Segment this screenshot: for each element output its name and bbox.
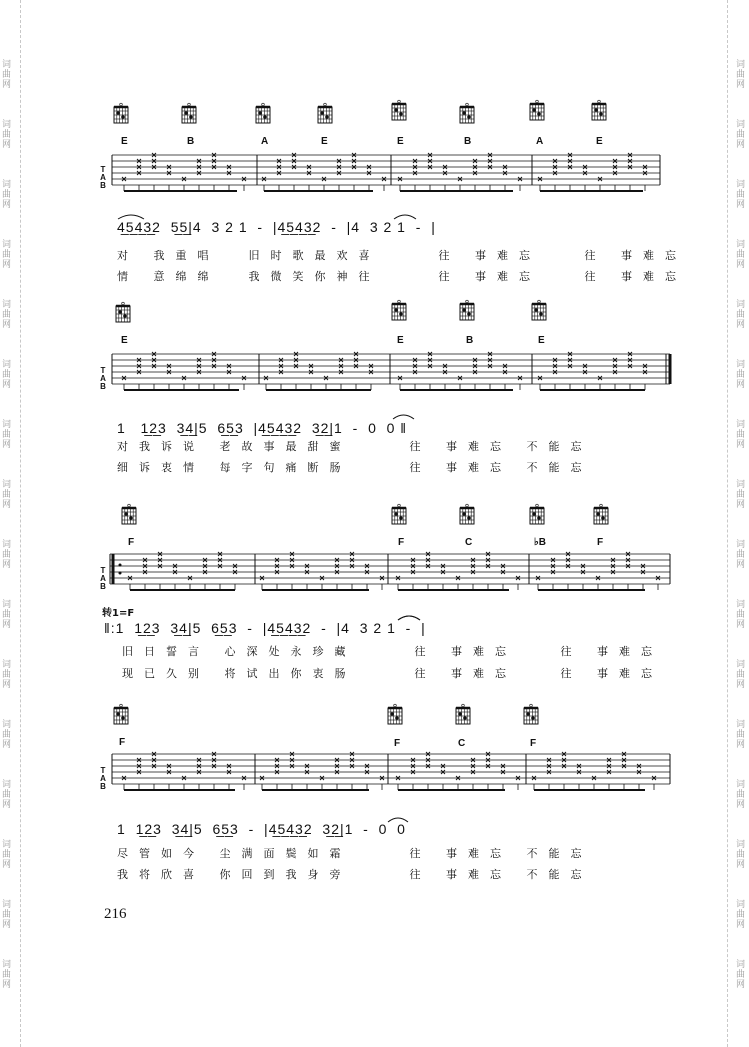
watermark-char: 词 <box>736 960 746 970</box>
watermark-char: 词 <box>736 480 746 490</box>
chord-diagram-open-string <box>398 100 401 103</box>
chord-diagram-dot <box>123 314 127 318</box>
watermark-char: 词 <box>736 180 746 190</box>
tab-clef-a: A <box>100 374 106 383</box>
repeat-dot <box>119 572 122 575</box>
chord-label: F <box>398 537 405 548</box>
watermark-char: 网 <box>2 320 12 330</box>
watermark-char: 网 <box>736 620 746 630</box>
watermark-char: 网 <box>736 500 746 510</box>
watermark-char: 曲 <box>736 970 746 980</box>
watermark-char: 曲 <box>2 850 12 860</box>
chord-label: F <box>530 738 537 749</box>
chord-diagram-dot <box>531 716 535 720</box>
watermark-char: 词 <box>736 660 746 670</box>
chord-diagram-open-string <box>324 103 327 106</box>
chord-diagram-dot <box>121 716 125 720</box>
watermark-char: 曲 <box>2 610 12 620</box>
chord-label: B <box>187 136 195 147</box>
tab-clef-b: B <box>100 181 106 190</box>
chord-diagram-open-string <box>120 704 123 707</box>
chord-diagram-dot <box>121 115 125 119</box>
chord-label: F <box>597 537 604 548</box>
watermark-char: 网 <box>736 980 746 990</box>
watermark-char: 词 <box>736 60 746 70</box>
tab-clef-b: B <box>100 782 106 791</box>
watermark-char: 曲 <box>736 130 746 140</box>
watermark-char: 词 <box>736 240 746 250</box>
chord-diagram-open-string <box>128 504 131 507</box>
chord-diagram-dot <box>390 712 394 716</box>
tab-clef-b: B <box>100 582 106 591</box>
watermark-char: 词 <box>2 900 12 910</box>
watermark-char: 词 <box>736 540 746 550</box>
watermark-char: 词 <box>736 360 746 370</box>
watermark-char: 曲 <box>2 670 12 680</box>
tab-clef-a: A <box>100 774 106 783</box>
watermark-char: 词 <box>2 600 12 610</box>
chord-diagram-dot <box>116 111 120 115</box>
watermark-char: 网 <box>2 200 12 210</box>
lyrics-verse-2: 我将欣喜 你回到我身旁 往 事难忘 不能忘 <box>117 868 593 881</box>
chord-diagram-dot <box>118 310 122 314</box>
watermark-char: 曲 <box>2 190 12 200</box>
watermark-char: 曲 <box>736 610 746 620</box>
lyrics-verse-2: 现已久别 将试出你衷肠 往 事难忘 往 事难忘 <box>122 667 663 680</box>
key-change-label: 转1=F <box>102 608 135 619</box>
watermark-char: 词 <box>736 900 746 910</box>
watermark-char: 词 <box>736 720 746 730</box>
chord-diagram-dot <box>458 712 462 716</box>
watermark-char: 曲 <box>2 490 12 500</box>
watermark-char: 词 <box>2 60 12 70</box>
watermark-char: 词 <box>2 780 12 790</box>
chord-label: C <box>458 738 466 749</box>
tab-clef-t: T <box>100 766 106 775</box>
watermark-char: 词 <box>736 120 746 130</box>
watermark-char: 曲 <box>736 850 746 860</box>
watermark-char: 网 <box>2 560 12 570</box>
watermark-char: 网 <box>2 260 12 270</box>
lyrics-verse-1: 对 我重唱 旧时歌最欢喜 往 事难忘 往 事难忘 <box>117 249 687 262</box>
chord-diagram-dot <box>395 716 399 720</box>
chord-diagram-open-string <box>262 103 265 106</box>
watermark-char: 词 <box>2 480 12 490</box>
lyrics-verse-2: 细诉衷情 每字句痛断肠 往 事难忘 不能忘 <box>117 461 593 474</box>
watermark-char: 词 <box>736 420 746 430</box>
chord-label: B <box>464 136 472 147</box>
lyrics-verse-1: 尽管如今 尘满面鬓如霜 往 事难忘 不能忘 <box>117 847 593 860</box>
watermark-char: 词 <box>2 120 12 130</box>
watermark-char: 曲 <box>736 430 746 440</box>
chord-label: E <box>321 136 328 147</box>
watermark-char: 网 <box>2 500 12 510</box>
watermark-char: 网 <box>736 380 746 390</box>
chord-diagram-dot <box>601 516 605 520</box>
chord-diagram-dot <box>532 108 536 112</box>
chord-diagram-dot <box>325 115 329 119</box>
watermark-char: 曲 <box>2 790 12 800</box>
chord-diagram-dot <box>539 312 543 316</box>
tab-clef-t: T <box>100 566 106 575</box>
watermark-char: 网 <box>736 680 746 690</box>
chord-diagram-dot <box>594 108 598 112</box>
watermark-char: 曲 <box>736 790 746 800</box>
watermark-char: 词 <box>2 360 12 370</box>
watermark-char: 曲 <box>2 370 12 380</box>
watermark-char: 词 <box>2 300 12 310</box>
chord-diagram-open-string <box>600 504 603 507</box>
lyrics-verse-1: 旧日誓言 心深处永珍藏 往 事难忘 往 事难忘 <box>122 645 663 658</box>
chord-diagram-open-string <box>398 504 401 507</box>
watermark-char: 网 <box>2 380 12 390</box>
chord-label: A <box>536 136 544 147</box>
chord-label: E <box>121 136 128 147</box>
chord-label: ♭B <box>534 537 546 548</box>
watermark-char: 词 <box>736 300 746 310</box>
watermark-char: 词 <box>2 840 12 850</box>
numbered-notation: 4̲5̲4̲3̲2 5̲5̲|4 3 2 1 - |4̲5̲4̲3̲2 - |4 3 2 1 - | <box>117 219 436 235</box>
watermark-char: 曲 <box>736 670 746 680</box>
chord-diagram-open-string <box>462 704 465 707</box>
chord-label: E <box>596 136 603 147</box>
watermark-char: 网 <box>2 860 12 870</box>
watermark-char: 网 <box>736 260 746 270</box>
chord-diagram-dot <box>462 512 466 516</box>
watermark-char: 曲 <box>736 910 746 920</box>
chord-diagram-dot <box>463 716 467 720</box>
chord-diagram-dot <box>129 516 133 520</box>
numbered-notation: 1 1̲2̲3 3̲4̲|5 6̲5̲3 - |4̲5̲4̲3̲2 3̲2̲|1 - 0 0 <box>117 821 406 837</box>
chord-label: E <box>121 335 128 346</box>
watermark-char: 词 <box>2 420 12 430</box>
chord-diagram-dot <box>263 115 267 119</box>
watermark-char: 网 <box>736 440 746 450</box>
watermark-char: 网 <box>736 200 746 210</box>
watermark-char: 曲 <box>2 310 12 320</box>
watermark-char: 网 <box>736 320 746 330</box>
watermark-char: 网 <box>736 80 746 90</box>
chord-diagram-open-string <box>598 100 601 103</box>
chord-diagram-dot <box>394 308 398 312</box>
watermark-char: 网 <box>2 440 12 450</box>
watermark-char: 曲 <box>736 70 746 80</box>
watermark-char: 网 <box>2 740 12 750</box>
watermark-char: 词 <box>2 960 12 970</box>
numbered-notation: 1 1̲2̲3 3̲4̲|5 6̲5̲3 |4̲5̲4̲3̲2 3̲2̲|1 - 0 0 ‖ <box>117 420 408 436</box>
watermark-char: 词 <box>2 720 12 730</box>
chord-diagram-dot <box>532 512 536 516</box>
chord-label: A <box>261 136 269 147</box>
chord-diagram-open-string <box>394 704 397 707</box>
chord-diagram-open-string <box>120 103 123 106</box>
watermark-char: 词 <box>2 660 12 670</box>
watermark-char: 词 <box>736 780 746 790</box>
tab-clef-a: A <box>100 574 106 583</box>
slur <box>393 415 414 419</box>
tab-clef-t: T <box>100 165 106 174</box>
watermark-char: 词 <box>2 180 12 190</box>
chord-label: B <box>466 335 474 346</box>
watermark-char: 网 <box>2 620 12 630</box>
chord-label: C <box>465 537 473 548</box>
chord-diagram-dot <box>462 308 466 312</box>
watermark-char: 网 <box>736 800 746 810</box>
chord-diagram-dot <box>116 712 120 716</box>
chord-diagram-dot <box>596 512 600 516</box>
tab-clef-b: B <box>100 382 106 391</box>
watermark-char: 词 <box>2 540 12 550</box>
watermark-char: 词 <box>736 840 746 850</box>
chord-diagram-open-string <box>466 300 469 303</box>
watermark-char: 网 <box>736 860 746 870</box>
chord-label: F <box>394 738 401 749</box>
watermark-char: 网 <box>2 980 12 990</box>
chord-diagram-dot <box>467 115 471 119</box>
page-number: 216 <box>104 906 127 922</box>
chord-diagram-dot <box>467 516 471 520</box>
watermark-char: 曲 <box>736 490 746 500</box>
chord-diagram-dot <box>399 112 403 116</box>
tab-clef-t: T <box>100 366 106 375</box>
watermark-char: 曲 <box>2 910 12 920</box>
repeat-dot <box>119 564 122 567</box>
tab-clef-a: A <box>100 173 106 182</box>
watermark-char: 词 <box>2 240 12 250</box>
chord-diagram-dot <box>537 112 541 116</box>
chord-diagram-open-string <box>188 103 191 106</box>
watermark-char: 网 <box>736 740 746 750</box>
watermark-char: 曲 <box>2 550 12 560</box>
chord-diagram-open-string <box>466 504 469 507</box>
chord-diagram-open-string <box>530 704 533 707</box>
lyrics-verse-2: 情 意绵绵 我微笑你神往 往 事难忘 往 事难忘 <box>117 270 687 283</box>
chord-diagram-dot <box>526 712 530 716</box>
chord-diagram-dot <box>467 312 471 316</box>
watermark-char: 网 <box>2 920 12 930</box>
watermark-char: 曲 <box>736 190 746 200</box>
watermark-char: 词 <box>736 600 746 610</box>
chord-diagram-dot <box>399 312 403 316</box>
watermark-char: 网 <box>736 920 746 930</box>
watermark-char: 曲 <box>736 370 746 380</box>
chord-diagram-dot <box>124 512 128 516</box>
watermark-char: 曲 <box>736 730 746 740</box>
watermark-char: 网 <box>736 140 746 150</box>
chord-label: F <box>128 537 135 548</box>
watermark-char: 网 <box>2 800 12 810</box>
chord-diagram-open-string <box>398 300 401 303</box>
chord-diagram-dot <box>258 111 262 115</box>
watermark-char: 曲 <box>2 970 12 980</box>
chord-diagram-dot <box>399 516 403 520</box>
chord-diagram-dot <box>184 111 188 115</box>
chord-diagram-open-string <box>122 302 125 305</box>
chord-diagram-open-string <box>536 504 539 507</box>
chord-label: E <box>538 335 545 346</box>
watermark-char: 曲 <box>2 70 12 80</box>
chord-diagram-dot <box>462 111 466 115</box>
watermark-char: 曲 <box>2 430 12 440</box>
watermark-char: 曲 <box>2 250 12 260</box>
numbered-notation: ‖:1 1̲2̲3 3̲4̲|5 6̲5̲3 - |4̲5̲4̲3̲2 - |4 3 2 1 - | <box>104 620 426 636</box>
watermark-char: 曲 <box>2 730 12 740</box>
chord-diagram-dot <box>394 512 398 516</box>
chord-diagram-dot <box>320 111 324 115</box>
watermark-char: 网 <box>2 80 12 90</box>
chord-label: E <box>397 136 404 147</box>
chord-diagram-dot <box>599 112 603 116</box>
chord-diagram-dot <box>534 308 538 312</box>
watermark-char: 网 <box>2 680 12 690</box>
chord-diagram-dot <box>394 108 398 112</box>
chord-diagram-dot <box>537 516 541 520</box>
watermark-char: 曲 <box>736 550 746 560</box>
chord-diagram-open-string <box>466 103 469 106</box>
watermark-char: 曲 <box>2 130 12 140</box>
chord-label: F <box>119 737 126 748</box>
watermark-char: 曲 <box>736 310 746 320</box>
chord-label: E <box>397 335 404 346</box>
watermark-char: 网 <box>2 140 12 150</box>
watermark-char: 曲 <box>736 250 746 260</box>
watermark-char: 网 <box>736 560 746 570</box>
chord-diagram-open-string <box>538 300 541 303</box>
chord-diagram-open-string <box>536 100 539 103</box>
chord-diagram-dot <box>189 115 193 119</box>
lyrics-verse-1: 对我诉说 老故事最甜蜜 往 事难忘 不能忘 <box>117 440 593 453</box>
